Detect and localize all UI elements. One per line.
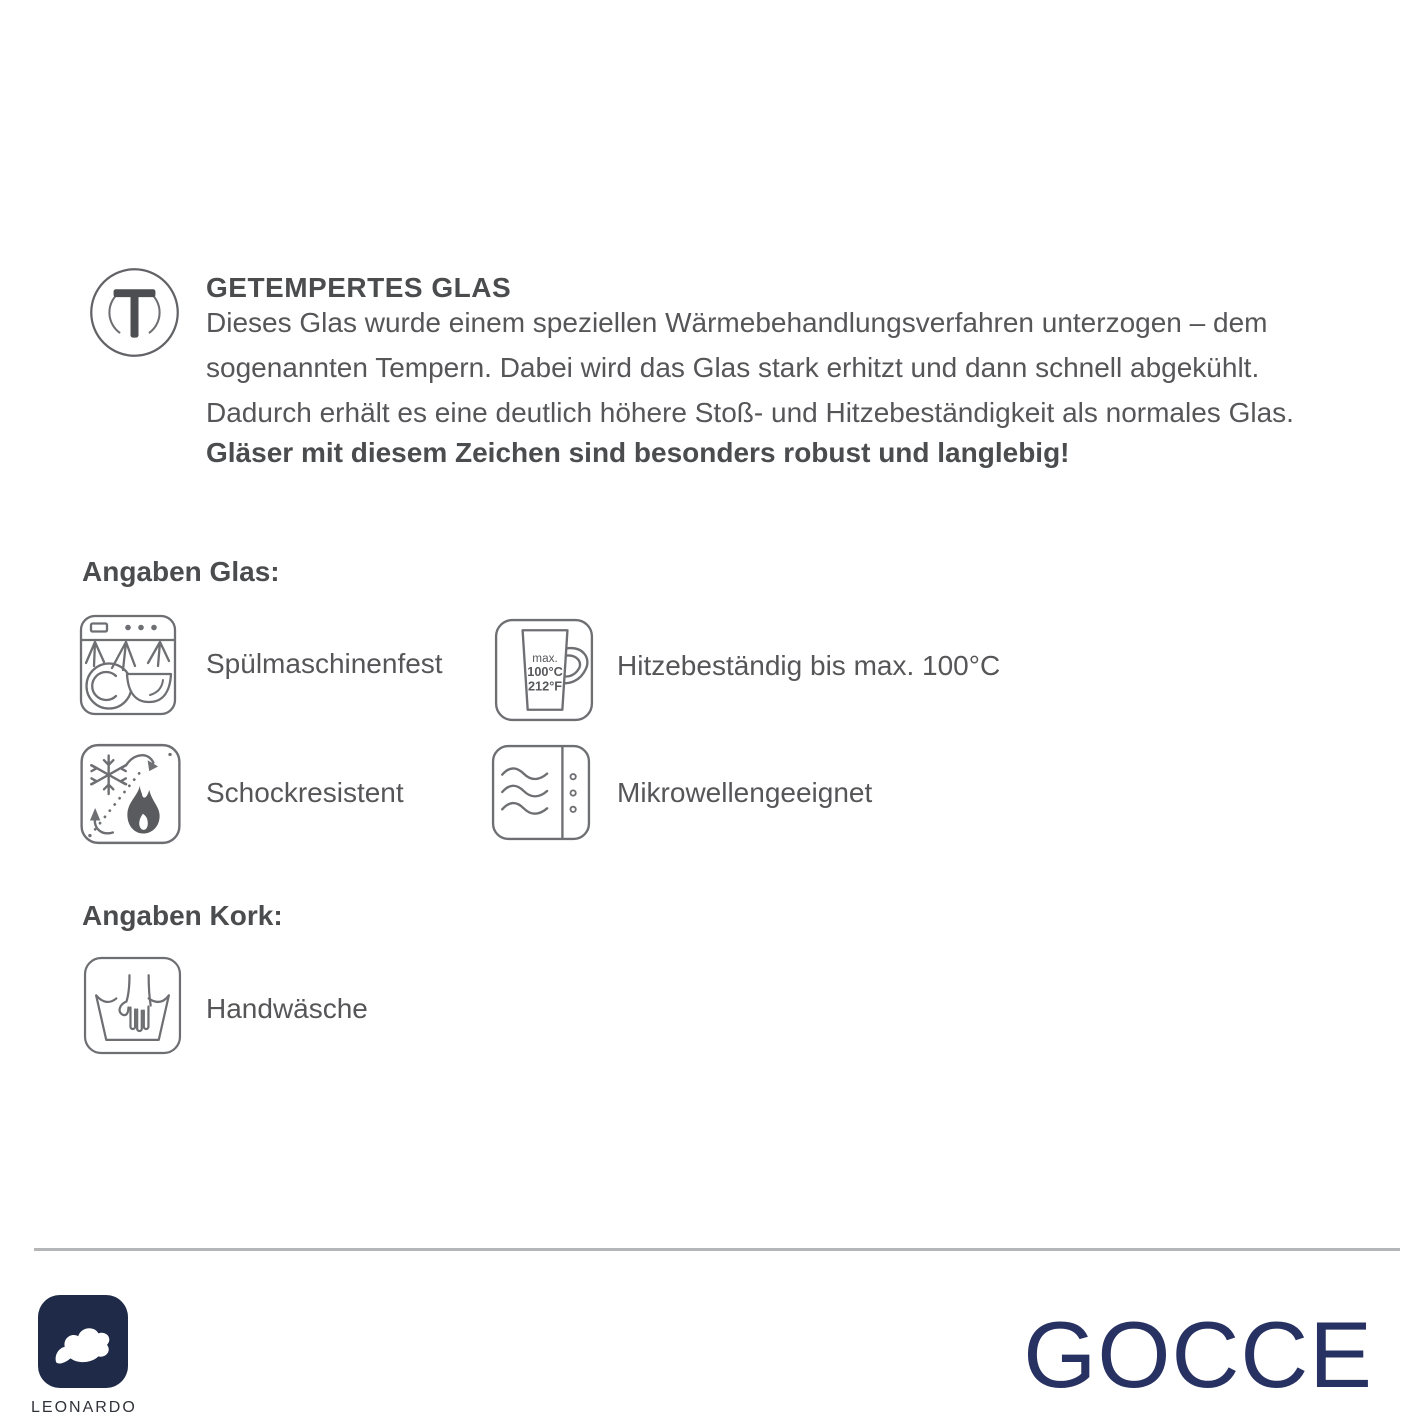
highlight-text: Gläser mit diesem Zeichen sind besonders robust und langlebig! <box>206 437 1070 468</box>
mug-caption-celsius: 100°C <box>527 664 563 680</box>
footer-divider <box>34 1248 1400 1251</box>
body-text-line-1: Dieses Glas wurde einem speziellen Wärmebehandlungsverfahren unterzogen – dem <box>206 307 1268 338</box>
microwave-safe-icon <box>490 743 592 842</box>
heat-resistant-icon <box>492 617 596 723</box>
section-heading-glas: Angaben Glas: <box>82 556 280 587</box>
care-label-shock-resistant: Schockresistent <box>206 777 404 808</box>
section-heading-kork: Angaben Kork: <box>82 900 283 931</box>
tempered-glass-icon <box>88 266 181 359</box>
care-label-dishwasher: Spülmaschinenfest <box>206 648 443 679</box>
leonardo-logo <box>38 1295 128 1388</box>
mug-caption-max: max. <box>532 651 558 665</box>
brand-name: LEONARDO <box>31 1399 137 1416</box>
dishwasher-safe-icon <box>78 613 178 717</box>
body-text-line-2: sogenannten Tempern. Dabei wird das Glas stark erhitzt und dann schnell abgekühlt. <box>206 352 1260 383</box>
shock-resistant-icon <box>78 742 183 846</box>
collection-name: GOCCE <box>1023 1302 1373 1407</box>
care-label-microwave: Mikrowellengeeignet <box>617 777 873 808</box>
body-text-line-3: Dadurch erhält es eine deutlich höhere Stoß- und Hitzebeständigkeit als normales Glas. <box>206 397 1294 428</box>
mug-caption-fahrenheit: 212°F <box>527 678 563 694</box>
care-label-heat-resistant: Hitzebeständig bis max. 100°C <box>617 650 1001 681</box>
care-label-handwash: Handwäsche <box>206 993 368 1024</box>
handwash-icon <box>82 955 183 1056</box>
page-title: GETEMPERTES GLAS <box>206 272 512 303</box>
brand-cloud-icon <box>52 1318 114 1366</box>
